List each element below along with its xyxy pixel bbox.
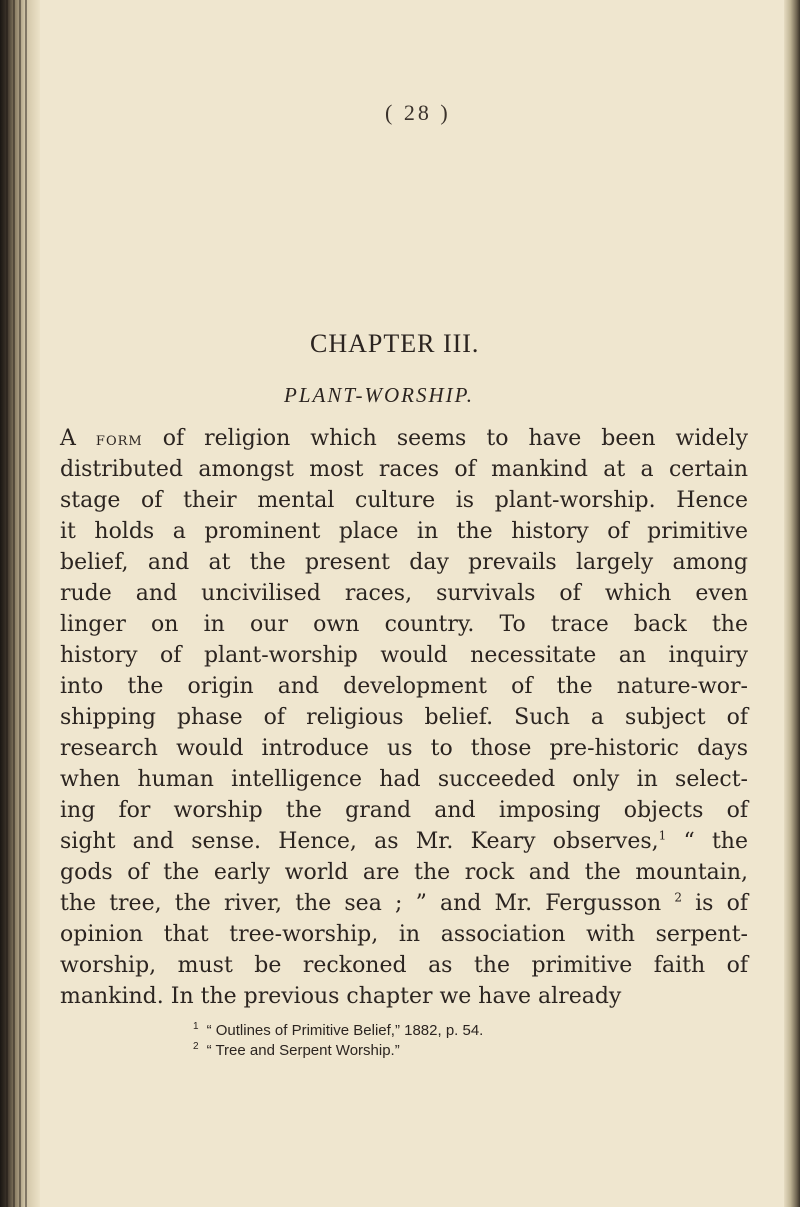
body-line: linger on in our own country. To trace back the <box>60 612 748 637</box>
opening-smallcaps: form <box>95 428 143 450</box>
body-line: when human intelligence had succeeded only in select- <box>60 767 748 792</box>
body-line: rude and uncivilised races, survivals of which even <box>60 581 748 606</box>
body-line: research would introduce us to those pre-historic days <box>60 736 748 761</box>
body-line: belief, and at the present day prevails largely among <box>60 550 748 575</box>
footnotes <box>193 1021 483 1061</box>
body-line: opinion that tree-worship, in association with serpent- <box>60 922 748 947</box>
body-line: ing for worship the grand and imposing objects of <box>60 798 748 823</box>
footnote-mark: 2 <box>193 1041 199 1052</box>
binding-stripe <box>25 0 27 1207</box>
footnote-reference: 1 <box>658 828 667 843</box>
body-line-text: is of <box>681 891 748 916</box>
chapter-title: CHAPTER III. <box>310 329 480 358</box>
book-binding-left <box>0 0 40 1207</box>
body-line <box>60 826 748 857</box>
body-line: into the origin and development of the nature-wor- <box>60 674 748 699</box>
footnote-mark: 1 <box>193 1021 199 1032</box>
opening-word: A <box>60 426 76 451</box>
body-line-text: the tree, the river, the sea ; ” and Mr. Fergusson <box>60 891 662 916</box>
footnote-item <box>193 1021 483 1041</box>
body-line: shipping phase of religious belief. Such a subject of <box>60 705 748 730</box>
binding-stripe <box>19 0 21 1207</box>
binding-stripe <box>6 0 8 1207</box>
body-line: stage of their mental culture is plant-worship. Hence <box>60 488 748 513</box>
page-number: ( 28 ) <box>385 100 451 125</box>
body-line: worship, must be reckoned as the primitive faith of <box>60 953 748 978</box>
body-line: gods of the early world are the rock and the mountain, <box>60 860 748 885</box>
book-page <box>40 0 784 1207</box>
body-line: it holds a prominent place in the history of primitive <box>60 519 748 544</box>
binding-stripe <box>13 0 15 1207</box>
body-line: history of plant-worship would necessitate an inquiry <box>60 643 748 668</box>
body-line <box>60 423 748 454</box>
body-line: distributed amongst most races of mankind at a certain <box>60 457 748 482</box>
body-paragraph <box>60 423 748 1012</box>
body-line-text: “ the <box>666 829 748 854</box>
footnote-reference: 2 <box>674 890 682 905</box>
body-line-text: of religion which seems to have been widely <box>142 426 748 451</box>
body-line: mankind. In the previous chapter we have already <box>60 984 622 1009</box>
book-edge-right <box>784 0 800 1207</box>
footnote-item <box>193 1041 483 1061</box>
chapter-subtitle: PLANT-WORSHIP. <box>284 383 474 407</box>
footnote-text: “ Tree and Serpent Worship.” <box>206 1042 400 1059</box>
body-line-text: sight and sense. Hence, as Mr. Keary observes, <box>60 829 659 854</box>
footnote-text: “ Outlines of Primitive Belief,” 1882, p. 54. <box>206 1022 484 1039</box>
body-line <box>60 888 748 919</box>
